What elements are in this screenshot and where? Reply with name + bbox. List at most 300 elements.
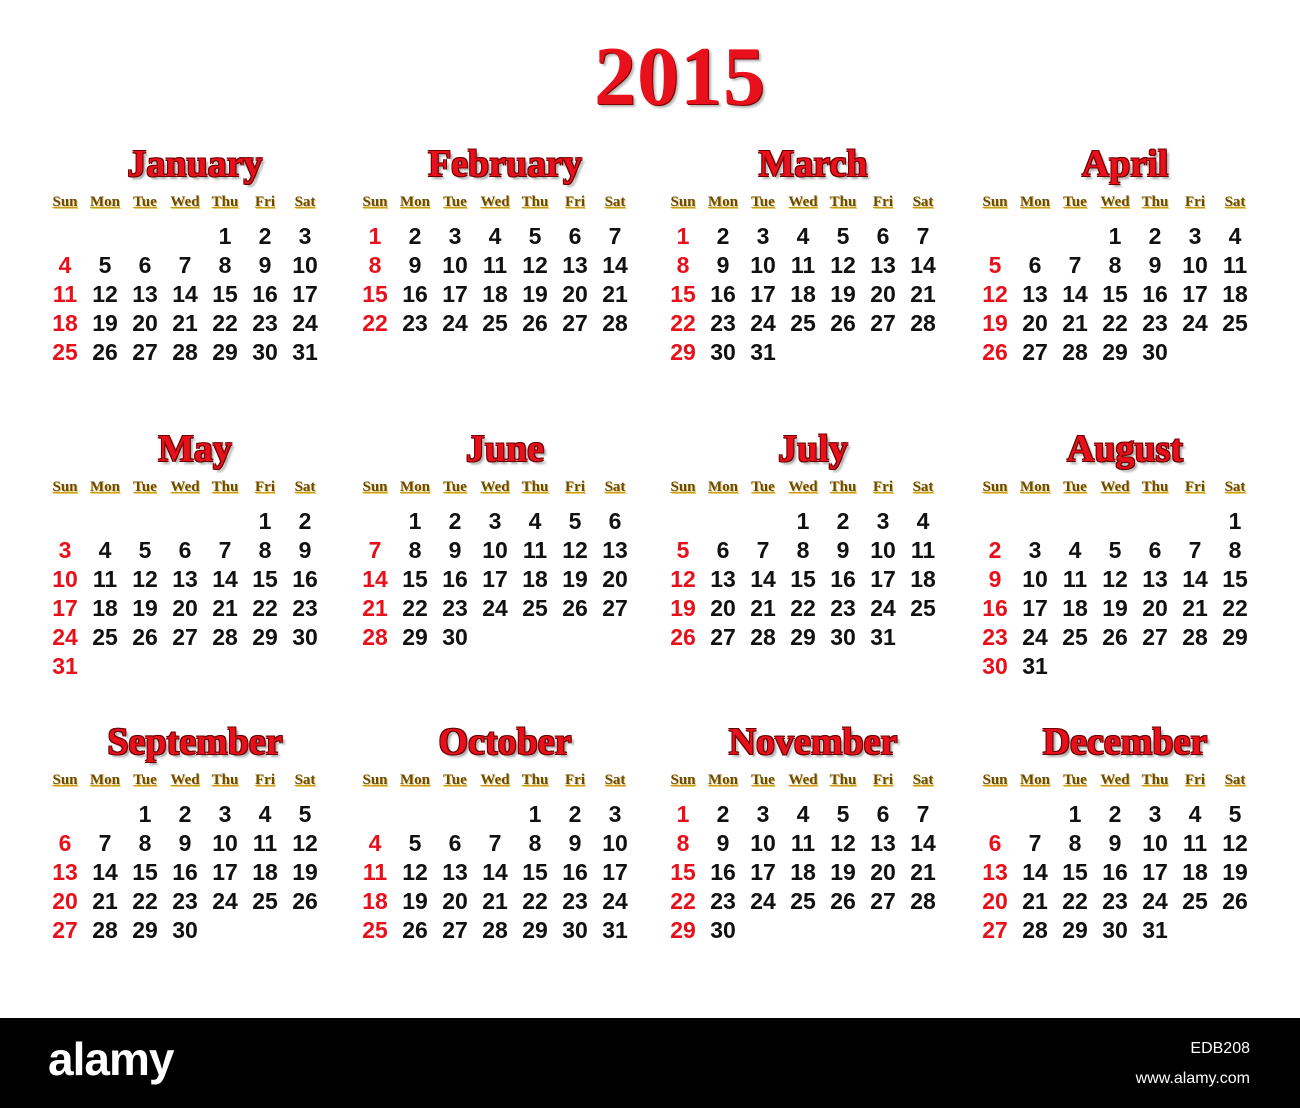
day-date: 21: [602, 281, 628, 307]
day-date: 24: [750, 888, 776, 914]
weekday-label: Mon: [1020, 194, 1050, 210]
day-date: 23: [830, 595, 856, 621]
weekday-header: [975, 194, 1275, 216]
day-date: [823, 338, 863, 367]
day-date: 25: [1182, 888, 1208, 914]
day-date: [783, 338, 823, 367]
day-date: 25: [252, 888, 278, 914]
day-date: [1055, 222, 1095, 251]
day-date: 6: [448, 830, 462, 856]
day-date: 30: [292, 624, 318, 650]
sunday-date: 20: [982, 888, 1008, 914]
day-date: 12: [1222, 830, 1248, 856]
day-date: 21: [910, 859, 936, 885]
day-date: 5: [138, 537, 152, 563]
day-date: [85, 652, 125, 681]
weekday-label: Mon: [1020, 479, 1050, 495]
day-date: 4: [916, 508, 930, 534]
weekday-label: Wed: [788, 772, 818, 788]
weekday-label: Sat: [294, 479, 316, 495]
month-name: June: [465, 428, 545, 470]
day-date: 7: [98, 830, 112, 856]
day-date: [1215, 338, 1255, 367]
watermark-bar: [0, 1018, 1300, 1108]
day-date: 10: [870, 537, 896, 563]
weekday-label: Fri: [873, 772, 893, 788]
day-date: [903, 623, 943, 652]
day-date: 27: [1142, 624, 1168, 650]
week-row: [663, 594, 963, 623]
weekday-label: Thu: [1141, 194, 1169, 210]
weekday-label: Mon: [708, 194, 738, 210]
day-date: 9: [448, 537, 462, 563]
day-date: [205, 652, 245, 681]
weekday-label: Wed: [170, 772, 200, 788]
sunday-date: 9: [988, 566, 1002, 592]
week-row: [355, 222, 655, 251]
day-date: 24: [1182, 310, 1208, 336]
week-row: [45, 829, 345, 858]
day-date: [285, 916, 325, 945]
week-row: [975, 623, 1275, 652]
day-date: 14: [482, 859, 508, 885]
day-date: 18: [1222, 281, 1248, 307]
weekday-label: Sun: [52, 194, 78, 210]
day-date: 27: [602, 595, 628, 621]
day-date: 13: [562, 252, 588, 278]
day-date: 15: [402, 566, 428, 592]
day-date: 21: [92, 888, 118, 914]
day-date: 26: [830, 888, 856, 914]
weekday-label: Thu: [829, 772, 857, 788]
day-date: 20: [710, 595, 736, 621]
day-date: 26: [402, 917, 428, 943]
day-date: 31: [1022, 653, 1048, 679]
week-row: [663, 251, 963, 280]
weekday-label: Sun: [52, 479, 78, 495]
day-date: 26: [132, 624, 158, 650]
week-row: [45, 222, 345, 251]
day-date: 3: [756, 801, 770, 827]
day-date: 17: [1142, 859, 1168, 885]
day-date: 27: [1022, 339, 1048, 365]
month-name: December: [1042, 721, 1208, 763]
week-row: [975, 887, 1275, 916]
day-date: 12: [1102, 566, 1128, 592]
day-date: [743, 507, 783, 536]
day-date: 8: [1228, 537, 1242, 563]
weekday-label: Mon: [400, 479, 430, 495]
day-date: 10: [750, 252, 776, 278]
day-date: 12: [402, 859, 428, 885]
week-row: [975, 829, 1275, 858]
sunday-date: 30: [982, 653, 1008, 679]
sunday-date: 22: [362, 310, 388, 336]
day-date: 25: [522, 595, 548, 621]
day-date: 14: [1182, 566, 1208, 592]
weekday-label: Thu: [211, 772, 239, 788]
weekday-label: Tue: [751, 772, 775, 788]
day-date: 1: [1108, 223, 1122, 249]
weekday-label: Sun: [362, 194, 388, 210]
day-date: 10: [1142, 830, 1168, 856]
day-date: [1015, 800, 1055, 829]
day-date: 4: [528, 508, 542, 534]
day-date: 17: [442, 281, 468, 307]
sunday-date: 5: [988, 252, 1002, 278]
day-date: 14: [1062, 281, 1088, 307]
sunday-date: 1: [676, 801, 690, 827]
day-date: 27: [172, 624, 198, 650]
sunday-date: 13: [52, 859, 78, 885]
day-date: 7: [1028, 830, 1042, 856]
sunday-date: 4: [368, 830, 382, 856]
day-date: 1: [796, 508, 810, 534]
week-row: [663, 858, 963, 887]
weekday-header: [355, 194, 655, 216]
day-date: 7: [608, 223, 622, 249]
sunday-date: 15: [670, 859, 696, 885]
weekday-label: Mon: [90, 479, 120, 495]
day-date: 21: [1062, 310, 1088, 336]
weekday-label: Wed: [170, 479, 200, 495]
day-date: 5: [836, 223, 850, 249]
day-date: 31: [870, 624, 896, 650]
weekday-label: Tue: [1063, 772, 1087, 788]
week-row: [663, 565, 963, 594]
calendar-year-title: 2015: [594, 30, 766, 123]
day-date: 18: [790, 281, 816, 307]
week-row: [45, 507, 345, 536]
day-date: 13: [710, 566, 736, 592]
weekday-header: [45, 479, 345, 501]
day-date: 4: [1068, 537, 1082, 563]
week-row: [975, 222, 1275, 251]
day-date: 10: [292, 252, 318, 278]
day-date: 23: [710, 310, 736, 336]
day-date: 24: [1022, 624, 1048, 650]
month-june: [355, 425, 655, 652]
day-date: 21: [1182, 595, 1208, 621]
week-row: [355, 800, 655, 829]
day-date: 18: [482, 281, 508, 307]
weekday-label: Mon: [90, 194, 120, 210]
day-date: 2: [178, 801, 192, 827]
day-date: 3: [608, 801, 622, 827]
weekday-label: Sun: [982, 772, 1008, 788]
weekday-label: Sun: [52, 772, 78, 788]
day-date: 17: [292, 281, 318, 307]
week-row: [975, 916, 1275, 945]
day-date: [435, 800, 475, 829]
day-date: 5: [568, 508, 582, 534]
day-date: [1015, 222, 1055, 251]
day-date: [1175, 338, 1215, 367]
day-date: 1: [1228, 508, 1242, 534]
day-date: 11: [790, 252, 816, 278]
day-date: 31: [1142, 917, 1168, 943]
day-date: 24: [482, 595, 508, 621]
weekday-label: Wed: [170, 194, 200, 210]
day-date: 2: [568, 801, 582, 827]
month-days: [663, 800, 963, 945]
day-date: 23: [402, 310, 428, 336]
day-date: 16: [562, 859, 588, 885]
day-date: [1175, 916, 1215, 945]
day-date: 4: [488, 223, 502, 249]
weekday-label: Sat: [1224, 479, 1246, 495]
day-date: 16: [710, 281, 736, 307]
day-date: 23: [252, 310, 278, 336]
sunday-date: [975, 507, 1015, 536]
month-name: August: [1066, 428, 1184, 470]
day-date: 23: [710, 888, 736, 914]
weekday-label: Wed: [1100, 772, 1130, 788]
day-date: 31: [602, 917, 628, 943]
month-march: [663, 140, 963, 367]
weekday-label: Thu: [521, 772, 549, 788]
sunday-date: 14: [362, 566, 388, 592]
day-date: 8: [1108, 252, 1122, 278]
month-february: [355, 140, 655, 338]
week-row: [355, 536, 655, 565]
weekday-header: [45, 194, 345, 216]
day-date: 6: [1148, 537, 1162, 563]
sunday-date: 11: [362, 859, 388, 885]
weekday-label: Fri: [565, 194, 585, 210]
sunday-date: 6: [58, 830, 72, 856]
week-row: [975, 800, 1275, 829]
day-date: 9: [1108, 830, 1122, 856]
day-date: 25: [790, 310, 816, 336]
sunday-date: 31: [52, 653, 78, 679]
sunday-date: 8: [676, 830, 690, 856]
day-date: 14: [750, 566, 776, 592]
sunday-date: [663, 507, 703, 536]
day-date: 9: [298, 537, 312, 563]
day-date: 17: [482, 566, 508, 592]
day-date: 30: [252, 339, 278, 365]
month-april: [975, 140, 1275, 367]
day-date: 13: [870, 252, 896, 278]
day-date: [165, 652, 205, 681]
weekday-label: Sat: [912, 772, 934, 788]
day-date: 2: [716, 223, 730, 249]
sunday-date: 3: [58, 537, 72, 563]
weekday-label: Thu: [521, 479, 549, 495]
day-date: 3: [218, 801, 232, 827]
sunday-date: [975, 800, 1015, 829]
day-date: 30: [1102, 917, 1128, 943]
image-id-label: EDB208: [1190, 1040, 1250, 1057]
month-name: October: [438, 721, 572, 763]
day-date: 7: [756, 537, 770, 563]
day-date: 14: [910, 830, 936, 856]
day-date: 22: [1222, 595, 1248, 621]
day-date: 9: [1148, 252, 1162, 278]
day-date: 20: [870, 281, 896, 307]
week-row: [45, 800, 345, 829]
month-name: July: [778, 428, 848, 470]
day-date: 8: [528, 830, 542, 856]
sunday-date: 24: [52, 624, 78, 650]
day-date: 5: [1108, 537, 1122, 563]
day-date: 14: [172, 281, 198, 307]
week-row: [45, 858, 345, 887]
weekday-label: Sun: [670, 772, 696, 788]
day-date: 28: [750, 624, 776, 650]
day-date: 7: [1188, 537, 1202, 563]
day-date: 9: [408, 252, 422, 278]
weekday-label: Mon: [708, 479, 738, 495]
day-date: 31: [750, 339, 776, 365]
day-date: 16: [402, 281, 428, 307]
day-date: 20: [562, 281, 588, 307]
day-date: 2: [716, 801, 730, 827]
day-date: 29: [1222, 624, 1248, 650]
day-date: 24: [442, 310, 468, 336]
day-date: 11: [1182, 830, 1208, 856]
day-date: 17: [750, 281, 776, 307]
day-date: 2: [1108, 801, 1122, 827]
day-date: 15: [790, 566, 816, 592]
day-date: 16: [1102, 859, 1128, 885]
week-row: [45, 536, 345, 565]
day-date: 3: [1148, 801, 1162, 827]
day-date: 17: [602, 859, 628, 885]
weekday-label: Fri: [565, 772, 585, 788]
week-row: [45, 251, 345, 280]
day-date: 13: [870, 830, 896, 856]
day-date: 6: [178, 537, 192, 563]
day-date: 18: [92, 595, 118, 621]
month-days: [355, 222, 655, 338]
day-date: [85, 222, 125, 251]
day-date: 3: [448, 223, 462, 249]
week-row: [663, 887, 963, 916]
day-date: [783, 916, 823, 945]
weekday-header: [663, 479, 963, 501]
day-date: 15: [252, 566, 278, 592]
weekday-label: Sat: [1224, 772, 1246, 788]
weekday-label: Sun: [362, 479, 388, 495]
day-date: 22: [1102, 310, 1128, 336]
sunday-date: 15: [362, 281, 388, 307]
month-days: [45, 800, 345, 945]
day-date: 21: [212, 595, 238, 621]
day-date: 2: [298, 508, 312, 534]
day-date: 9: [836, 537, 850, 563]
weekday-label: Tue: [443, 194, 467, 210]
day-date: 12: [92, 281, 118, 307]
month-days: [975, 800, 1275, 945]
weekday-label: Thu: [1141, 772, 1169, 788]
day-date: 14: [910, 252, 936, 278]
day-date: 27: [870, 310, 896, 336]
day-date: 11: [1062, 566, 1088, 592]
sunday-date: [975, 222, 1015, 251]
day-date: 2: [836, 508, 850, 534]
day-date: 19: [830, 859, 856, 885]
sunday-date: 22: [670, 310, 696, 336]
day-date: 8: [218, 252, 232, 278]
day-date: 19: [522, 281, 548, 307]
day-date: 10: [482, 537, 508, 563]
day-date: 22: [132, 888, 158, 914]
day-date: [125, 222, 165, 251]
day-date: 16: [1142, 281, 1168, 307]
day-date: 12: [830, 252, 856, 278]
day-date: 26: [562, 595, 588, 621]
week-row: [975, 536, 1275, 565]
day-date: [823, 916, 863, 945]
sunday-date: 26: [670, 624, 696, 650]
week-row: [45, 338, 345, 367]
weekday-label: Sat: [294, 772, 316, 788]
day-date: 16: [172, 859, 198, 885]
week-row: [45, 280, 345, 309]
day-date: 27: [132, 339, 158, 365]
week-row: [663, 507, 963, 536]
month-january: [45, 140, 345, 367]
day-date: 4: [796, 801, 810, 827]
month-days: [975, 507, 1275, 681]
day-date: 18: [1182, 859, 1208, 885]
day-date: 7: [916, 801, 930, 827]
day-date: 22: [402, 595, 428, 621]
day-date: 1: [258, 508, 272, 534]
weekday-label: Mon: [708, 772, 738, 788]
week-row: [45, 309, 345, 338]
day-date: 10: [212, 830, 238, 856]
weekday-label: Sun: [982, 479, 1008, 495]
day-date: 11: [910, 537, 936, 563]
day-date: 6: [1028, 252, 1042, 278]
day-date: 10: [602, 830, 628, 856]
month-days: [45, 507, 345, 681]
day-date: 22: [212, 310, 238, 336]
day-date: 28: [92, 917, 118, 943]
day-date: 26: [830, 310, 856, 336]
day-date: 9: [568, 830, 582, 856]
weekday-label: Tue: [133, 772, 157, 788]
day-date: [743, 916, 783, 945]
day-date: 24: [870, 595, 896, 621]
month-days: [355, 800, 655, 945]
day-date: 3: [298, 223, 312, 249]
day-date: 30: [830, 624, 856, 650]
day-date: [125, 507, 165, 536]
sunday-date: 18: [52, 310, 78, 336]
day-date: 29: [522, 917, 548, 943]
sunday-date: 2: [988, 537, 1002, 563]
weekday-label: Sat: [1224, 194, 1246, 210]
day-date: 14: [602, 252, 628, 278]
week-row: [975, 507, 1275, 536]
month-december: [975, 718, 1275, 945]
weekday-label: Fri: [873, 194, 893, 210]
sunday-date: 6: [988, 830, 1002, 856]
month-november: [663, 718, 963, 945]
day-date: 19: [132, 595, 158, 621]
sunday-date: 18: [362, 888, 388, 914]
day-date: 12: [292, 830, 318, 856]
day-date: 24: [212, 888, 238, 914]
day-date: [1175, 652, 1215, 681]
weekday-label: Fri: [873, 479, 893, 495]
day-date: 3: [488, 508, 502, 534]
day-date: [245, 916, 285, 945]
